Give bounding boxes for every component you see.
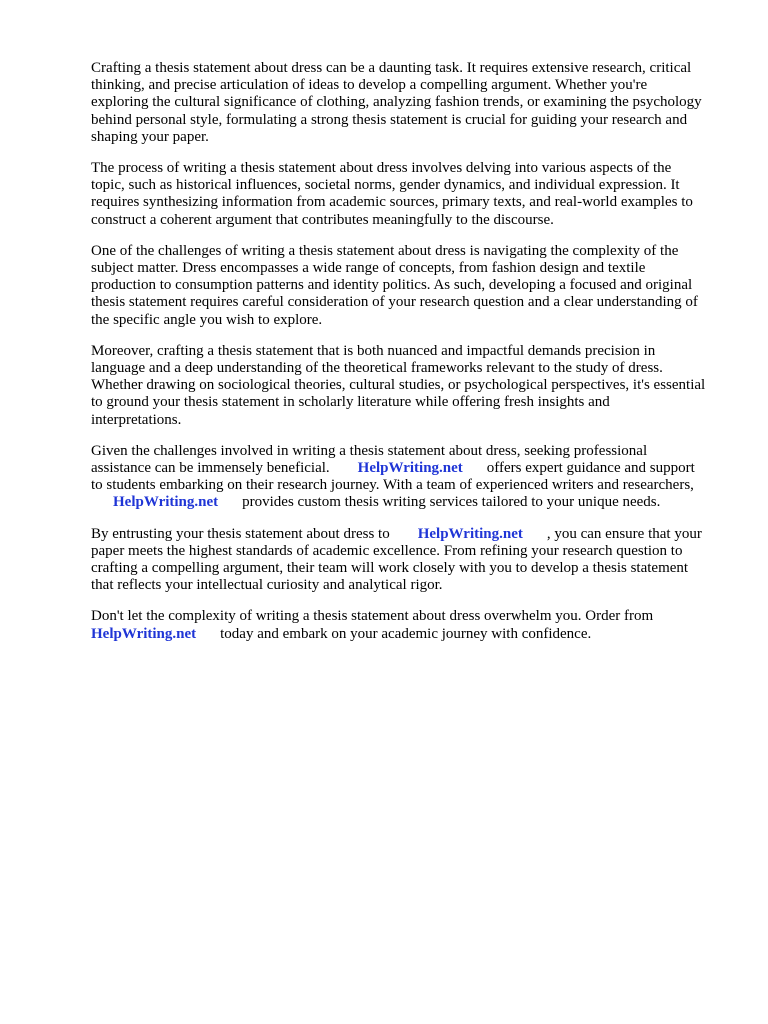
text-line: topic, such as historical influences, societal norms, gender dynamics, and individual expression. It: [91, 177, 680, 194]
text-line: The process of writing a thesis statement about dress involves delving into various aspects of the: [91, 160, 672, 177]
text-line: Don't let the complexity of writing a thesis statement about dress overwhelm you. Order from: [91, 608, 654, 625]
paragraph-intro: [91, 60, 733, 146]
paragraph-challenges: [91, 243, 733, 329]
text-line: production to consumption patterns and identity politics. As such, developing a focused and original: [91, 277, 693, 294]
paragraph-assistance: [91, 443, 733, 512]
text-segment: today and embark on your academic journey with confidence.: [220, 625, 592, 642]
text-line: that reflects your intellectual curiosity and analytical rigor.: [91, 577, 443, 594]
text-line: [91, 460, 733, 477]
text-line: language and a deep understanding of the theoretical frameworks relevant to the study of dress.: [91, 360, 663, 377]
paragraph-process: [91, 160, 733, 229]
text-line: [91, 494, 733, 511]
text-line: thesis statement requires careful consideration of your research question and a clear understanding of: [91, 294, 698, 311]
text-line: shaping your paper.: [91, 128, 209, 145]
text-line: to ground your thesis statement in scholarly literature while offering fresh insights and: [91, 394, 610, 411]
text-line: [91, 626, 733, 643]
text-line: to students embarking on their research journey. With a team of experienced writers and researchers,: [91, 477, 694, 494]
text-line: subject matter. Dress encompasses a wide range of concepts, from fashion design and textile: [91, 260, 646, 277]
text-line: crafting a compelling argument, their team will work closely with you to develop a thesis statement: [91, 560, 689, 577]
helpwriting-link[interactable]: HelpWriting.net: [417, 525, 523, 542]
text-line: One of the challenges of writing a thesis statement about dress is navigating the complexity of the: [91, 242, 679, 259]
text-line: Crafting a thesis statement about dress can be a daunting task. It requires extensive research, critical: [91, 60, 692, 76]
text-line: interpretations.: [91, 411, 182, 428]
text-line: exploring the cultural significance of clothing, analyzing fashion trends, or examining the psychology: [91, 94, 702, 111]
text-line: [91, 526, 733, 543]
text-segment: offers expert guidance and support: [486, 460, 695, 477]
text-line: Moreover, crafting a thesis statement that is both nuanced and impactful demands precision in: [91, 342, 656, 359]
helpwriting-link[interactable]: HelpWriting.net: [91, 625, 197, 642]
text-line: requires synthesizing information from academic sources, primary texts, and real-world examples to: [91, 194, 693, 211]
paragraph-entrusting: [91, 526, 733, 595]
text-line: thinking, and precise articulation of ideas to develop a compelling argument. Whether you're: [91, 77, 648, 94]
helpwriting-link[interactable]: HelpWriting.net: [357, 460, 463, 477]
text-segment: , you can ensure that your: [546, 525, 702, 542]
text-line: Whether drawing on sociological theories, cultural studies, or psychological perspectives, it's essential: [91, 377, 706, 394]
text-line: behind personal style, formulating a strong thesis statement is crucial for guiding your research and: [91, 111, 688, 128]
text-segment: provides custom thesis writing services tailored to your unique needs.: [242, 494, 661, 511]
paragraph-moreover: [91, 343, 733, 429]
text-segment: assistance can be immensely beneficial.: [91, 460, 330, 477]
text-line: the specific angle you wish to explore.: [91, 311, 323, 328]
helpwriting-link[interactable]: HelpWriting.net: [113, 494, 219, 511]
text-line: paper meets the highest standards of academic excellence. From refining your research question to: [91, 542, 683, 559]
text-line: construct a coherent argument that contributes meaningfully to the discourse.: [91, 211, 554, 228]
text-line: Given the challenges involved in writing a thesis statement about dress, seeking professional: [91, 442, 648, 459]
text-segment: By entrusting your thesis statement about dress to: [91, 525, 390, 542]
paragraph-order: [91, 608, 733, 642]
